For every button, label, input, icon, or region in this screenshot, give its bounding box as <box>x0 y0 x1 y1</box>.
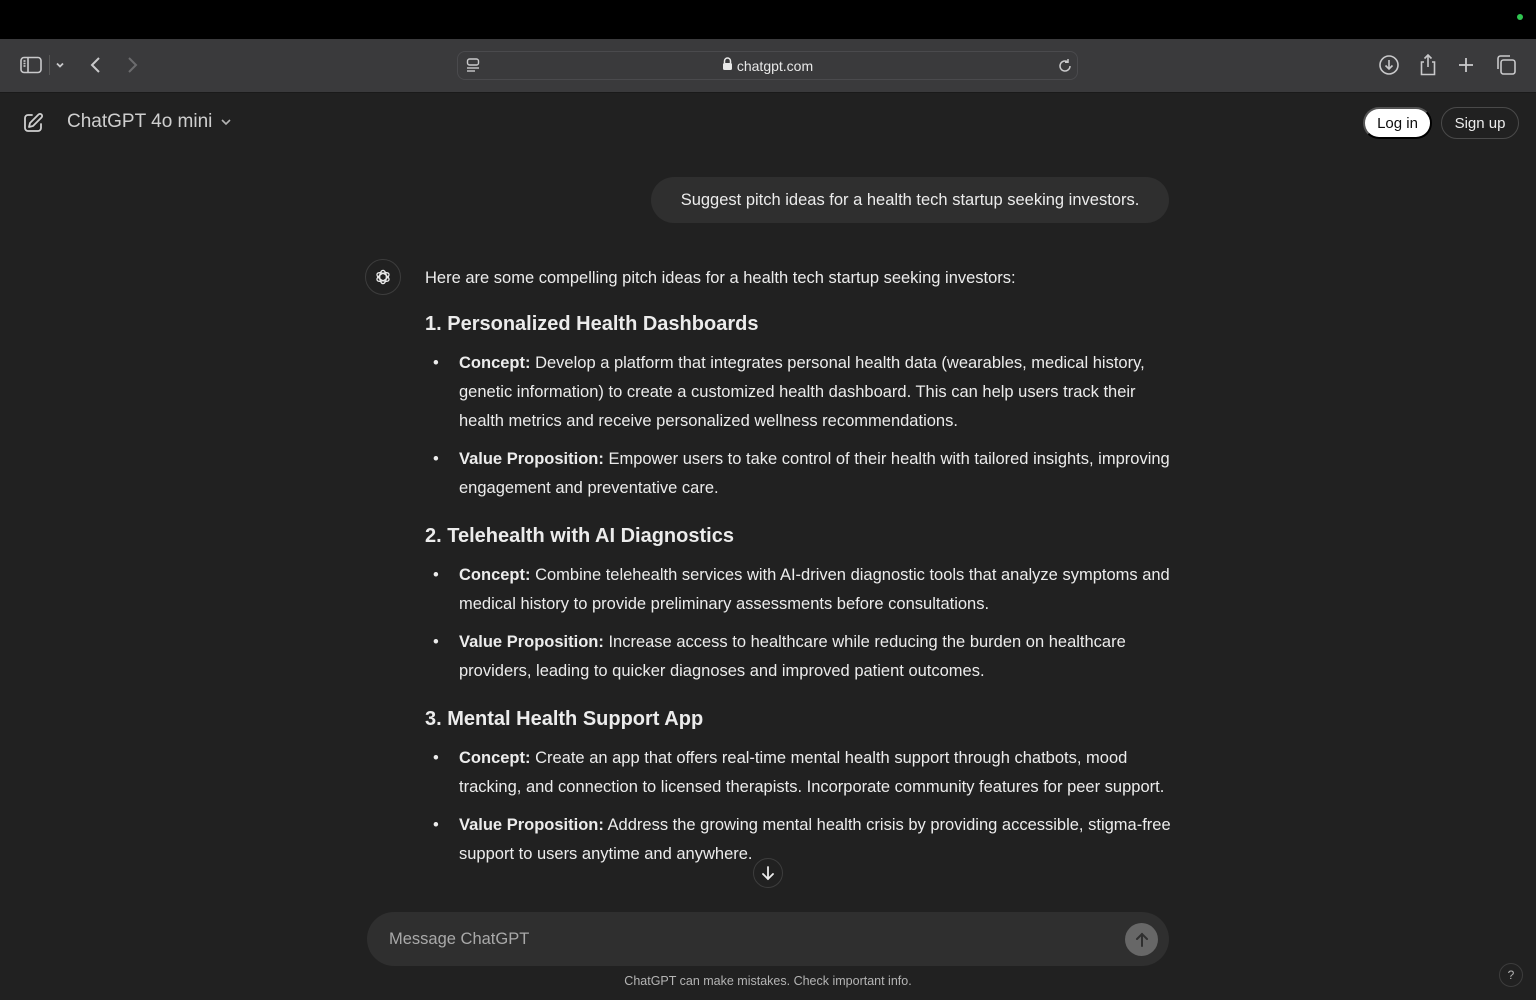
model-selector[interactable] <box>67 111 232 133</box>
user-message-text: Suggest pitch ideas for a health tech startup seeking investors. <box>680 190 1140 209</box>
system-menu-bar <box>0 0 1536 39</box>
list-item <box>425 744 1175 802</box>
sidebar-icon[interactable] <box>20 52 42 78</box>
plus-icon[interactable] <box>1456 52 1476 78</box>
bullet-text: Address the growing mental health crisis by providing accessible, stigma-free support to users anytime and anywhere. <box>459 816 1171 863</box>
section-title: 2. Telehealth with AI Diagnostics <box>425 525 734 547</box>
bullet-label: Concept: <box>459 749 531 767</box>
list-item <box>425 445 1175 503</box>
bullet-label: Value Proposition: <box>459 633 604 651</box>
reader-icon[interactable] <box>466 53 480 79</box>
bullet-text: Develop a platform that integrates personal health data (wearables, medical history, genetic information) to create a customized health dashboard. This can help users track their health metrics and receive personalized wellness recommendations. <box>459 354 1145 430</box>
section-title: 1. Personalized Health Dashboards <box>425 313 759 335</box>
chevron-left-icon[interactable] <box>88 52 102 78</box>
status-indicator-icon <box>1517 14 1523 20</box>
url-text: chatgpt.com <box>736 57 814 74</box>
list-item <box>425 561 1175 619</box>
bullet-label: Value Proposition: <box>459 816 604 834</box>
bullet-text: Empower users to take control of their health with tailored insights, improving engagement and preventative care. <box>459 450 1170 497</box>
user-message-bubble <box>651 177 1169 223</box>
bullet-list <box>425 349 1175 503</box>
bullet-list <box>425 744 1175 869</box>
tabs-overview-icon[interactable] <box>1495 52 1517 78</box>
list-item <box>425 628 1175 686</box>
message-composer <box>367 912 1169 966</box>
chevron-down-icon <box>220 118 232 126</box>
download-icon[interactable] <box>1378 52 1400 78</box>
toolbar-divider <box>49 55 50 75</box>
arrow-down-icon <box>761 865 775 881</box>
lock-icon <box>722 57 733 75</box>
list-item <box>425 349 1175 436</box>
arrow-up-icon <box>1135 932 1149 948</box>
assistant-message <box>425 264 1175 888</box>
openai-logo-icon <box>373 267 393 287</box>
section-title: 3. Mental Health Support App <box>425 708 704 730</box>
assistant-intro: Here are some compelling pitch ideas for a health tech startup seeking investors: <box>425 269 1016 287</box>
scroll-to-bottom-button[interactable] <box>753 858 783 888</box>
address-bar[interactable] <box>457 51 1078 80</box>
send-button[interactable] <box>1125 923 1158 956</box>
model-name: ChatGPT 4o mini <box>67 111 213 132</box>
login-button[interactable]: Log in <box>1363 107 1432 139</box>
app-header <box>0 94 1536 150</box>
list-item <box>425 811 1175 869</box>
reload-icon[interactable] <box>1057 53 1073 79</box>
chevron-down-icon[interactable] <box>55 52 65 78</box>
bullet-label: Concept: <box>459 566 531 584</box>
signup-button[interactable]: Sign up <box>1441 107 1519 139</box>
bullet-list <box>425 561 1175 686</box>
bullet-text: Combine telehealth services with AI-driven diagnostic tools that analyze symptoms and medical history to provide preliminary assessments before consultations. <box>459 566 1170 613</box>
bullet-label: Concept: <box>459 354 531 372</box>
disclaimer-text: ChatGPT can make mistakes. Check important info. <box>624 974 912 988</box>
message-input[interactable] <box>389 912 1089 966</box>
help-button[interactable]: ? <box>1499 963 1523 987</box>
bullet-label: Value Proposition: <box>459 450 604 468</box>
share-icon[interactable] <box>1418 52 1438 78</box>
bullet-text: Create an app that offers real-time mental health support through chatbots, mood tracking, and connection to licensed therapists. Incorporate community features for peer support. <box>459 749 1165 796</box>
chevron-right-icon[interactable] <box>126 52 140 78</box>
bullet-text: Increase access to healthcare while reducing the burden on healthcare providers, leading to quicker diagnoses and improved patient outcomes. <box>459 633 1126 680</box>
new-chat-icon[interactable] <box>22 110 44 136</box>
assistant-avatar <box>365 259 401 295</box>
